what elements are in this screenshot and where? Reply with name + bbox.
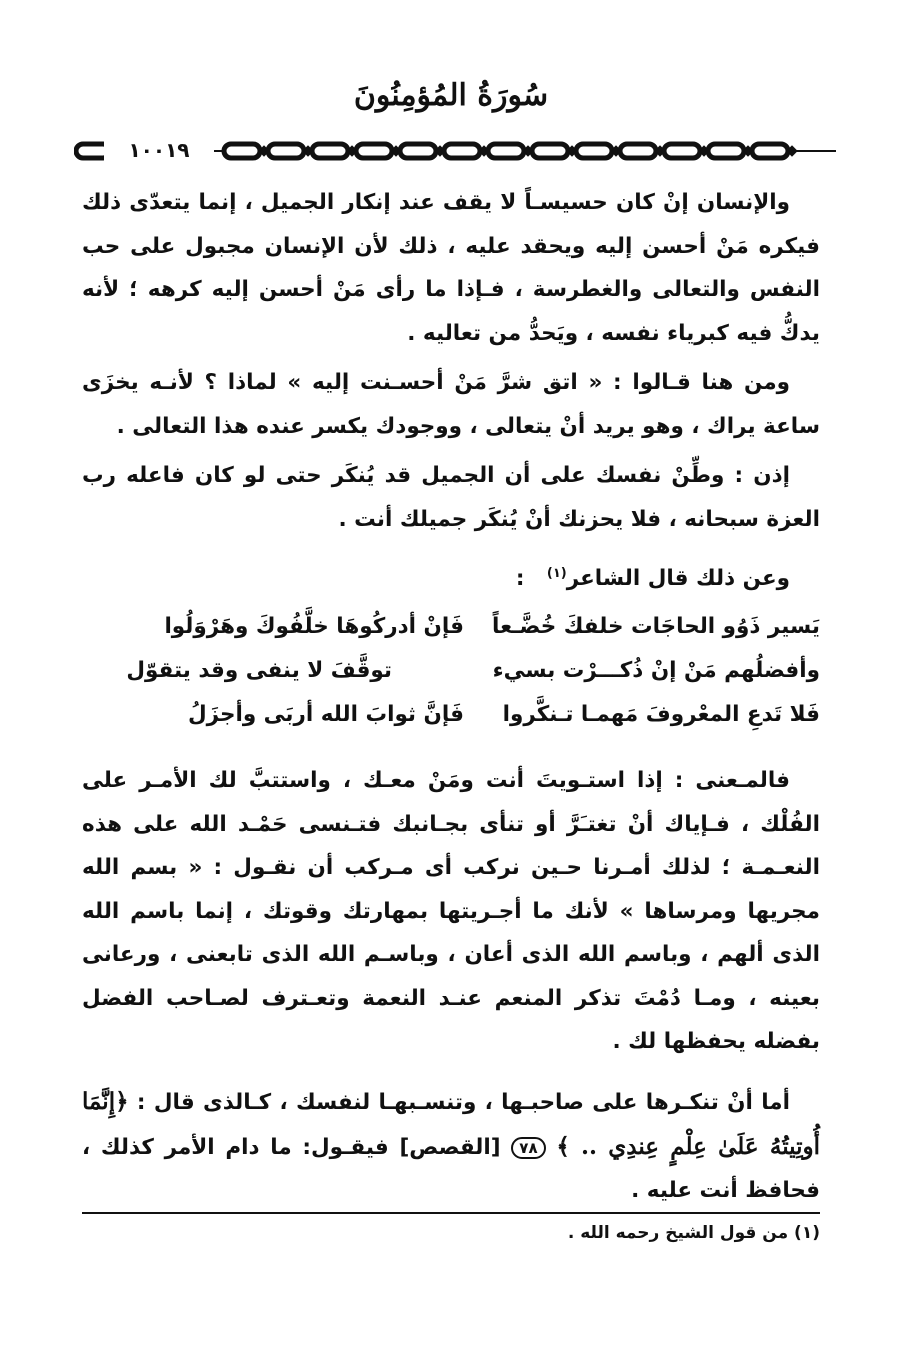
quran-verse: ﴿إِنَّمَا أُوتِيتُهُ عَلَىٰ عِلْمٍ عِندِي .. ﴾: [82, 1088, 820, 1160]
body-text-bottom: [82, 1080, 820, 1213]
body-text-top: [82, 181, 820, 541]
poem-line-1-first: يَسير ذَوُو الحاجَات خلفكَ خُضَّـعاً: [492, 614, 820, 639]
paragraph-4: فالمـعنى : إذا استـويتَ أنت ومَنْ معـك ، واستتبَّ لك الأمـر على الفُلْك ، فـإياك أنْ تغتـَرَّ أو تنأى بجـانبك فتـنسى حَمْـد الله على هذه النعـمـة ؛ لذلك أمـرنا حـين نركب أى مـركب أن نقـول : « بسم الله مجريها ومرساها » لأنك ما أجـريتها بمهارتك وقوتك ، إنما باسم الله الذى ألهم ، وباسم الله الذى أعان ، وباسـم الله الذى تابعنى ، ورعانى بعينه ، ومـا دُمْتَ تذكر المنعم عنـد النعمة وتعـترف لصـاحب الفضل بفضله يحفظها لك .: [82, 768, 820, 1054]
paragraph-3: إذن : وطِّنْ نفسك على أن الجميل قد يُنكَر حتى لو كان فاعله رب العزة سبحانه ، فلا يحزنك أنْ يُنكَر جميلك أنت .: [82, 463, 820, 532]
poem-line-3-first: فَلا تَدعِ المعْروفَ مَهمـا تـنكَّروا: [502, 702, 820, 727]
footnote: (١) من قول الشيخ رحمه الله .: [567, 1223, 820, 1243]
page-number: ١٠٠١٩: [104, 136, 214, 164]
surah-reference: [القصص]: [399, 1134, 501, 1160]
poem-intro: وعن ذلك قال الشاعر$^{(١)}$ :: [515, 565, 790, 591]
footnote-marker: (١): [546, 565, 567, 581]
paragraph-1: والإنسان إنْ كان حسيسـاً لا يقف عند إنكار الجميل ، إنما يتعدّى ذلك فيكره مَنْ أحسن إليه ويحقد عليه ، ذلك لأن الإنسان مجبول على حب النفس والتعالى والغطرسة ، فـإذا ما رأى مَنْ أحسن إليه كرهه ؛ لأنه يدكُّ فيه كبرياء نفسه ، ويَحدُّ من تعاليه .: [82, 190, 820, 346]
paragraph-5: أما أنْ تنكـرها على صاحبـها ، وتنسـبهـا لنفسك ، كـالذى قال : ﴿إِنَّمَا أُوتِيتُهُ عَلَىٰ عِلْمٍ عِندِي .. ﴾ ٧٨ [القصص] فيقـول: ما دام الأمر كذلك ، فحافظ أنت عليه .: [82, 1088, 820, 1203]
body-text-middle: [82, 759, 820, 1064]
poem-line-2-second: توقَّفَ لا ينفى وقد يتقوّل: [126, 658, 392, 683]
footnote-divider: [82, 1212, 820, 1214]
ayah-number-badge: ٧٨: [511, 1137, 545, 1159]
poem-line-3-second: فَإنَّ ثوابَ الله أربَى وأجزَلُ: [187, 702, 464, 727]
poem-line-2-first: وأفضلُهم مَنْ إنْ ذُكـــرْت بسيء: [492, 658, 820, 683]
surah-title: سُورَةُ المُؤمِنُونَ: [353, 78, 549, 113]
poem-line-1-second: فَإنْ أدركُوهَا خلَّفُوكَ وهَرْوَلُوا: [164, 614, 464, 639]
paragraph-2: ومن هنا قـالوا : « اتق شرَّ مَنْ أحسـنت إليه » لماذا ؟ لأنـه يخزَى ساعة يراك ، وهو يريد أنْ يتعالى ، ووجودك يكسر عنده هذا التعالى .: [82, 370, 820, 439]
